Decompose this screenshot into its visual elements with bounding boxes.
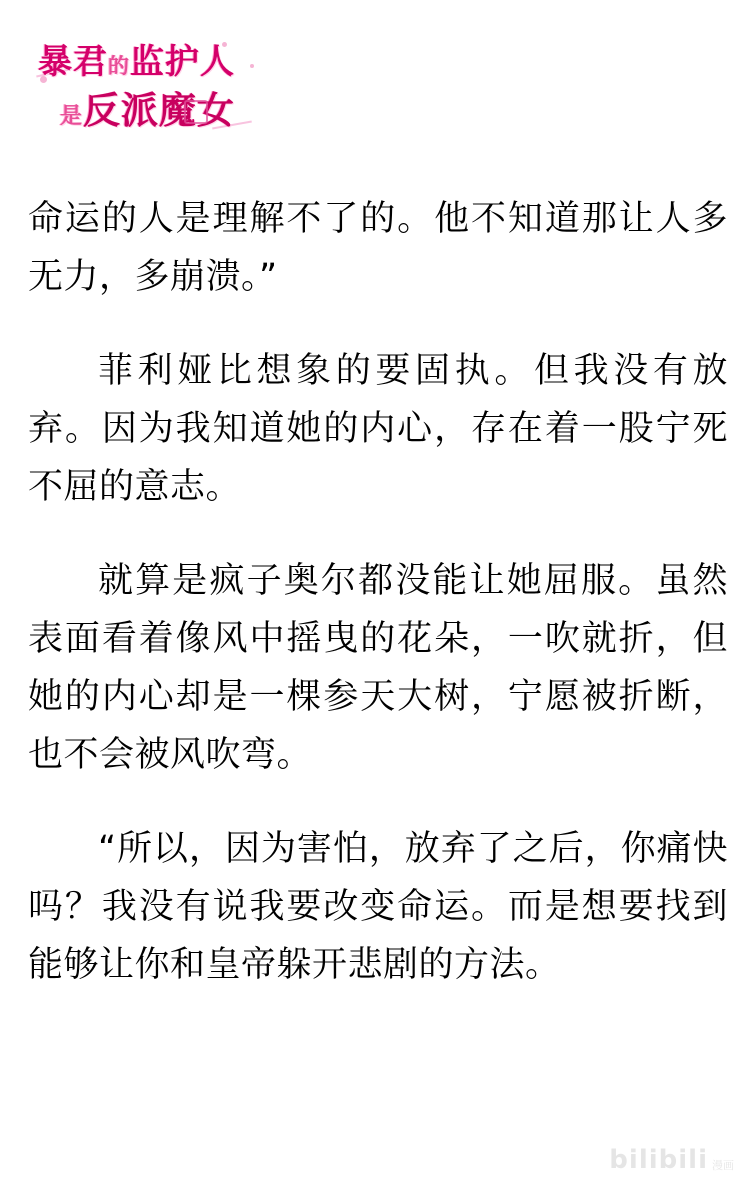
series-title-logo — [34, 28, 294, 140]
logo-line1-part1: 暴君 — [38, 42, 108, 82]
watermark-subtext: 漫画 — [712, 1159, 734, 1172]
watermark-brand: bilibili — [609, 1145, 708, 1175]
paragraph: 菲利娅比想象的要固执。但我没有放弃。因为我知道她的内心，存在着一股宁死不屈的意志。 — [28, 351, 728, 507]
logo-decor-dot — [250, 64, 254, 68]
logo-decor-square — [184, 100, 208, 124]
logo-line1-part2: 监护人 — [130, 42, 235, 82]
logo-line-1 — [38, 34, 235, 83]
bilibili-watermark — [609, 1145, 734, 1175]
logo-line2-particle: 是 — [60, 104, 84, 129]
logo-line1-particle: 的 — [108, 54, 130, 78]
logo-line2-part: 反派魔女 — [83, 89, 236, 132]
paragraph: “所以，因为害怕，放弃了之后，你痛快吗？我没有说我要改变命运。而是想要找到能够让你和皇帝躲开悲剧的方法。 — [28, 829, 728, 985]
page-text-body — [28, 190, 728, 1030]
logo-line-2 — [60, 80, 235, 134]
paragraph: 就算是疯子奥尔都没能让她屈服。虽然表面看着像风中摇曳的花朵，一吹就折，但她的内心却是一棵参天大树，宁愿被折断，也不会被风吹弯。 — [28, 561, 728, 775]
paragraph: 命运的人是理解不了的。他不知道那让人多无力，多崩溃。” — [28, 199, 728, 297]
